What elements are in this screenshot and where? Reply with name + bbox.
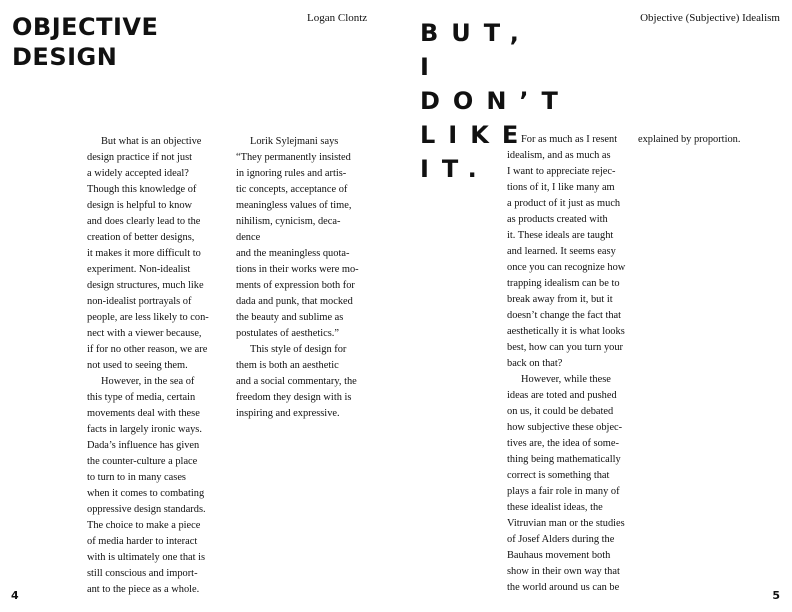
title-line: DESIGN [12,43,118,71]
text-line: But what is an objective [101,136,202,147]
text-line: ments of expression both for [236,280,355,291]
text-line: when it comes to combating [87,488,205,499]
text-line: as products created with [507,214,608,225]
text-line: meaningless values of time, [236,200,352,211]
text-line: the world around us can be [507,582,620,593]
text-line: and a social commentary, the [236,376,357,387]
text-line: tives are, the idea of some- [507,438,619,449]
text-line: idealism, and as much as [507,150,611,161]
text-line: in ignoring rules and artis- [236,168,347,179]
big-word-line: DON’T [420,87,571,115]
text-line: inspiring and expressive. [236,408,340,419]
text-line: break away from it, but it [507,294,613,305]
text-line: design structures, much like [87,280,204,291]
text-line: However, while these [521,374,611,385]
text-line: the counter-culture a place [87,456,198,467]
text-line: of media harder to interact [87,536,198,547]
text-line: of Josef Alders during the [507,534,615,545]
text-line: Though this knowledge of [87,184,197,195]
page-number-right: 5 [772,589,780,602]
text-line: non-idealist portrayals of [87,296,192,307]
text-line: show in their own way that [507,566,620,577]
text-line: how subjective these objec- [507,422,623,433]
text-line: postulates of aesthetics.” [236,328,340,339]
text-line: a widely accepted ideal? [87,168,189,179]
text-line: trapping idealism can be to [507,278,620,289]
text-line: experiment. Non-idealist [87,264,191,275]
text-line: and the meaningless quota- [236,248,350,259]
text-line: “They permanently insisted [236,152,351,163]
author-name: Logan Clontz [307,12,368,24]
text-line: oppressive design standards. [87,504,206,515]
text-line: a product of it just as much [507,198,621,209]
text-line: thing being mathematically [507,454,621,465]
text-line: movements deal with these [87,408,200,419]
text-line: to turn to in many cases [87,472,186,483]
text-line: ant to the piece as a whole. [87,584,200,595]
text-line: facts in largely ironic ways. [87,424,202,435]
text-line: once you can recognize how [507,262,626,273]
text-line: it. These ideals are taught [507,230,614,241]
text-line: nect with a viewer because, [87,328,202,339]
text-line: back on that? [507,358,563,369]
text-line: best, how can you turn your [507,342,624,353]
text-line: creation of better designs, [87,232,195,243]
text-line: For as much as I resent [521,134,618,145]
text-line: tic concepts, acceptance of [236,184,348,195]
text-line: dada and punk, that mocked [236,296,353,307]
text-line: I want to appreciate rejec- [507,166,616,177]
text-line: design is helpful to know [87,200,193,211]
text-line: nihilism, cynicism, deca- [236,216,341,227]
text-line: this type of media, certain [87,392,196,403]
text-line: and learned. It seems easy [507,246,616,257]
text-line: on us, it could be debated [507,406,614,417]
left-body-column-1 [87,134,227,598]
text-line: design practice if not just [87,152,193,163]
text-line: people, are less likely to con- [87,312,209,323]
text-line: explained by proportion. [638,134,741,145]
text-line: ideas are toted and pushed [507,390,617,401]
text-line: Bauhaus movement both [507,550,611,561]
text-line: correct is something that [507,470,610,481]
text-line: However, in the sea of [101,376,195,387]
text-line: The choice to make a piece [87,520,201,531]
big-word-line: LIKE [420,121,532,149]
text-line: Vitruvian man or the studies [507,518,625,529]
text-line: freedom they design with is [236,392,352,403]
text-line: them is both an aesthetic [236,360,339,371]
text-line: the beauty and sublime as [236,312,344,323]
big-word-line: I [420,53,442,81]
text-line: these idealist ideas, the [507,502,603,513]
text-line: if for no other reason, we are [87,344,208,355]
text-line: dence [236,232,261,243]
text-line: and does clearly lead to the [87,216,201,227]
page-number-left: 4 [11,589,19,602]
left-body-column-2 [236,134,376,422]
text-line: still conscious and import- [87,568,198,579]
right-body-column-1 [507,132,647,596]
big-word-line: BUT, [420,19,532,47]
text-line: aesthetically it is what looks [507,326,625,337]
text-line: tions in their works were mo- [236,264,359,275]
text-line: it makes it more difficult to [87,248,201,259]
text-line: doesn’t change the fact that [507,310,622,321]
left-page-title [12,12,158,72]
big-word-line: IT. [420,155,490,183]
text-line: with is ultimately one that is [87,552,206,563]
section-title: Objective (Subjective) Idealism [640,12,780,24]
text-line: plays a fair role in many of [507,486,620,497]
title-line: OBJECTIVE [12,13,159,41]
text-line: Dada’s influence has given [87,440,200,451]
text-line: tions of it, I like many am [507,182,615,193]
text-line: not used to seeing them. [87,360,188,371]
text-line: Lorik Sylejmani says [250,136,339,147]
right-body-column-2 [638,132,778,148]
text-line: This style of design for [250,344,347,355]
